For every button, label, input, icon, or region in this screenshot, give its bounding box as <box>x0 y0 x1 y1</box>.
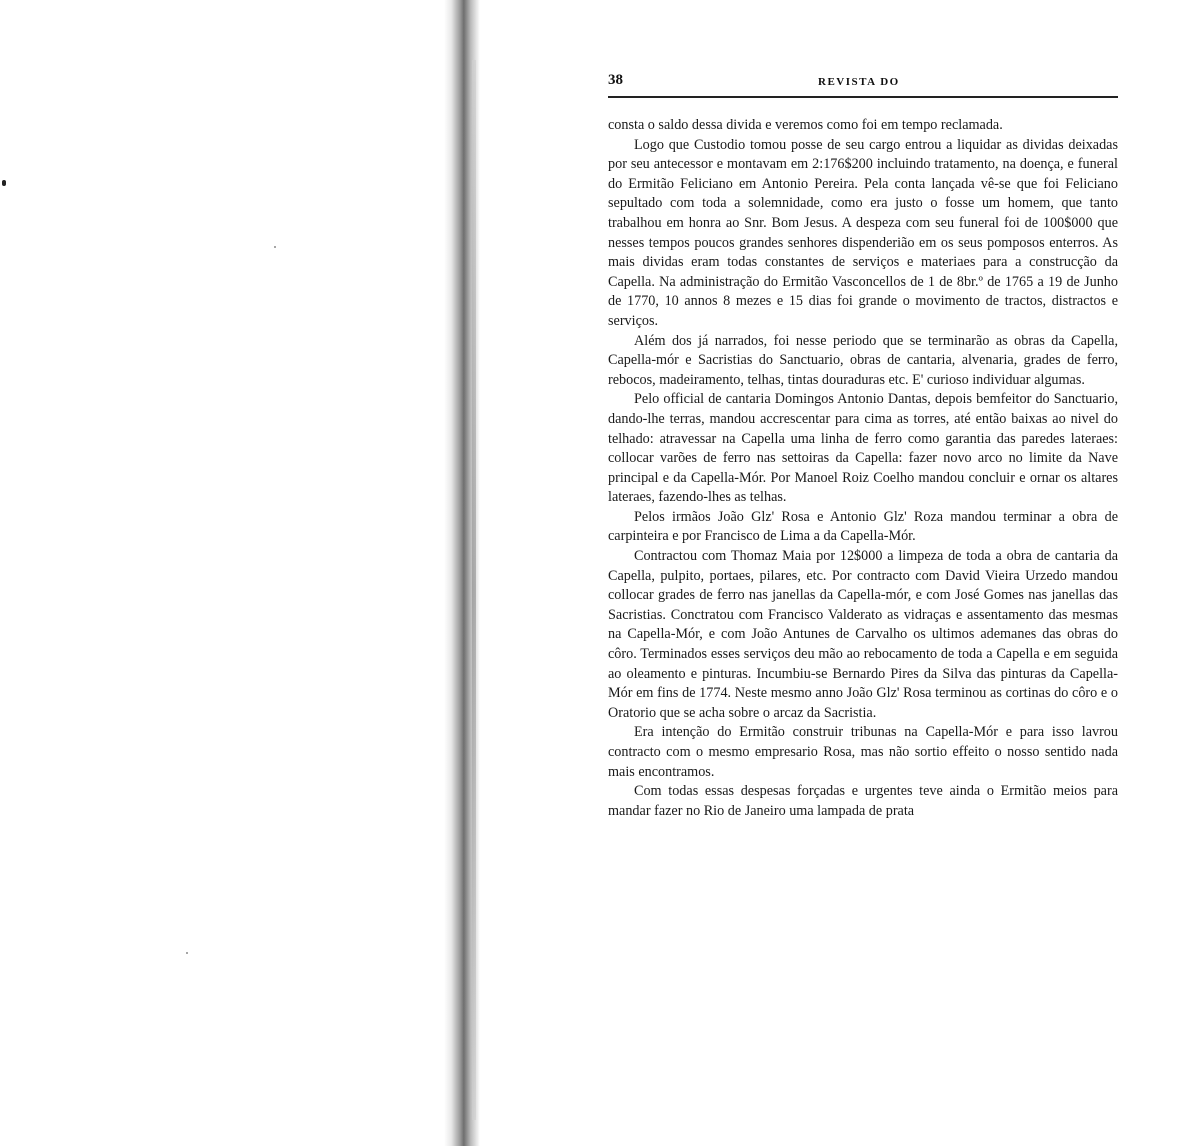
text-page <box>608 70 1118 1120</box>
paragraph: Com todas essas despesas forçadas e urgentes teve ainda o Ermitão meios para mandar fazer no Rio de Janeiro uma lampada de prata <box>608 783 1118 819</box>
body-text <box>608 116 1118 821</box>
paragraph: Além dos já narrados, foi nesse periodo que se terminarão as obras da Capella, Capella-mór e Sacristias do Sanctuario, obras de cantaria, alvenaria, grades de ferro, rebocos, madeiramento, telhas, tintas douraduras etc. E' curioso individuar algumas. <box>608 332 1118 388</box>
paragraph: consta o saldo dessa divida e veremos como foi em tempo reclamada. <box>608 117 1003 133</box>
margin-ink-mark <box>2 180 6 186</box>
left-blank-page <box>0 0 450 1146</box>
paragraph: Pelos irmãos João Glz' Rosa e Antonio Glz' Roza mandou terminar a obra de carpinteira e por Francisco de Lima a da Capella-Mór. <box>608 508 1118 545</box>
paper-speck <box>186 952 188 954</box>
paragraph: Contractou com Thomaz Maia por 12$000 a limpeza de toda a obra de cantaria da Capella, pulpito, portaes, pilares, etc. Por contracto com David Vieira Urzedo mandou collocar grades de ferro nas janellas da Capella-mór, e com José Gomes nas janellas das Sacristias. Conctratou com Francisco Valderato as vidraças e assentamento das mesmas na Capella-Mór, e com João Antunes de Carvalho os ultimos ademanes das obras do côro. Terminados esses serviços deu mão ao rebocamento de toda a Capella e em seguida ao oleamento e pinturas. Incumbiu-se Bernardo Pires da Silva das pinturas da Capella-Mór em fins de 1774. Neste mesmo anno João Glz' Rosa terminou as cortinas do côro e o Oratorio que se acha sobre o arcaz da Sacristia. <box>608 548 1118 721</box>
running-title: REVISTA DO <box>818 76 900 88</box>
paragraph: Pelo official de cantaria Domingos Antonio Dantas, depois bemfeitor do Sanctuario, dando-lhe terras, mandou accrescentar para cima as torres, até então baixas ao nivel do telhado: atravessar na Capella uma linha de ferro como garantia das paredes lateraes: collocar varões de ferro nas settoiras da Capella: fazer novo arco no limite da Nave principal e da Capella-Mór. Por Manoel Roiz Coelho mandou concluir e ornar os altares lateraes, fazendo-lhes as telhas. <box>608 391 1118 506</box>
paper-speck <box>274 246 276 248</box>
page-number: 38 <box>608 72 623 88</box>
gutter-page-edge <box>472 60 476 1120</box>
paragraph: Logo que Custodio tomou posse de seu cargo entrou a liquidar as dividas deixadas por seu antecessor e montavam em 2:176$200 incluindo tratamento, na doença, e funeral do Ermitão Feliciano em Antonio Pereira. Pela conta lançada vê-se que foi Feliciano sepultado com toda a solemnidade, como era justo o fosse um homem, que tanto trabalhou em honra ao Snr. Bom Jesus. A despeza com seu funeral foi de 100$000 que nesses tempos poucos grandes senhores dispenderião em os seus pomposos enterros. As mais dividas eram todas constantes de serviços e materiaes para a construcção da Capella. Na administração do Ermitão Vasconcellos de 1 de 8br.º de 1765 a 19 de Junho de 1770, 10 annos 8 mezes e 15 dias foi grande o movimento de tractos, distractos e serviços. <box>608 136 1118 329</box>
running-header <box>608 70 1118 98</box>
paragraph: Era intenção do Ermitão construir tribunas na Capella-Mór e para isso lavrou contracto com o mesmo empresario Rosa, mas não sortio effeito o nosso sentido nada mais encontramos. <box>608 724 1118 780</box>
